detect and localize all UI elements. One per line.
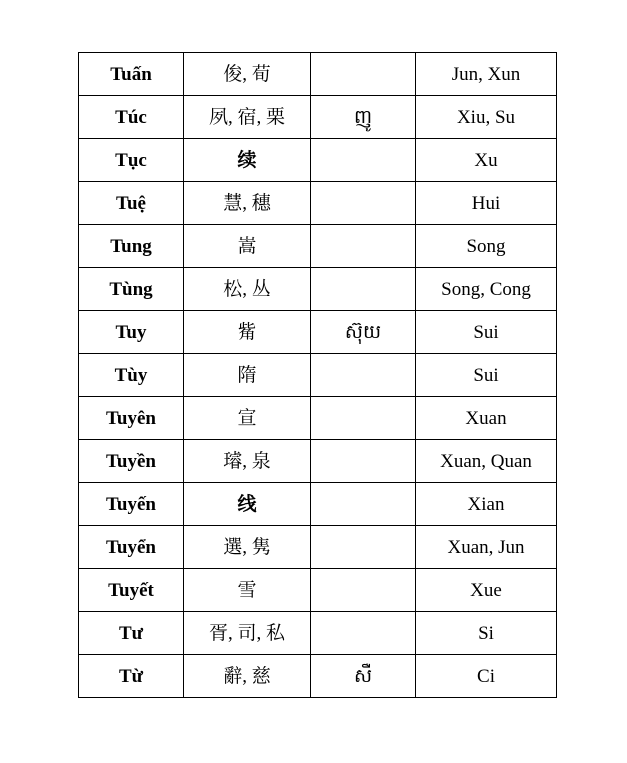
han-characters-cell: 慧, 穗 — [184, 182, 311, 225]
table-row — [79, 569, 557, 612]
surname-table — [78, 52, 557, 698]
pinyin-cell: Xuan, Quan — [416, 440, 557, 483]
han-characters-cell: 嵩 — [184, 225, 311, 268]
khmer-cell — [311, 569, 416, 612]
vietnamese-name-cell: Từ — [79, 655, 184, 698]
table-row — [79, 225, 557, 268]
table-row — [79, 53, 557, 96]
pinyin-cell: Jun, Xun — [416, 53, 557, 96]
pinyin-cell: Xue — [416, 569, 557, 612]
han-characters-cell: 璿, 泉 — [184, 440, 311, 483]
table-row — [79, 483, 557, 526]
han-characters-cell: 松, 丛 — [184, 268, 311, 311]
table-row — [79, 139, 557, 182]
pinyin-cell: Xuan — [416, 397, 557, 440]
khmer-cell — [311, 268, 416, 311]
vietnamese-name-cell: Tuấn — [79, 53, 184, 96]
pinyin-cell: Ci — [416, 655, 557, 698]
pinyin-cell: Hui — [416, 182, 557, 225]
vietnamese-name-cell: Tung — [79, 225, 184, 268]
table-row — [79, 311, 557, 354]
vietnamese-name-cell: Tuyển — [79, 526, 184, 569]
han-characters-cell: 续 — [184, 139, 311, 182]
vietnamese-name-cell: Tuyên — [79, 397, 184, 440]
table-row — [79, 397, 557, 440]
khmer-cell — [311, 182, 416, 225]
han-characters-cell: 线 — [184, 483, 311, 526]
khmer-cell — [311, 526, 416, 569]
pinyin-cell: Si — [416, 612, 557, 655]
pinyin-cell: Xiu, Su — [416, 96, 557, 139]
vietnamese-name-cell: Tuệ — [79, 182, 184, 225]
han-characters-cell: 隋 — [184, 354, 311, 397]
khmer-cell — [311, 440, 416, 483]
vietnamese-name-cell: Tư — [79, 612, 184, 655]
table-row — [79, 182, 557, 225]
pinyin-cell: Xuan, Jun — [416, 526, 557, 569]
table-row — [79, 440, 557, 483]
khmer-cell — [311, 354, 416, 397]
han-characters-cell: 選, 隽 — [184, 526, 311, 569]
pinyin-cell: Song — [416, 225, 557, 268]
khmer-cell — [311, 397, 416, 440]
pinyin-cell: Song, Cong — [416, 268, 557, 311]
table-row — [79, 268, 557, 311]
vietnamese-name-cell: Túc — [79, 96, 184, 139]
table-row — [79, 612, 557, 655]
table-row — [79, 526, 557, 569]
khmer-cell — [311, 53, 416, 96]
han-characters-cell: 胥, 司, 私 — [184, 612, 311, 655]
vietnamese-name-cell: Tuyết — [79, 569, 184, 612]
vietnamese-name-cell: Tuy — [79, 311, 184, 354]
table-row — [79, 354, 557, 397]
pinyin-cell: Xian — [416, 483, 557, 526]
khmer-cell — [311, 225, 416, 268]
pinyin-cell: Xu — [416, 139, 557, 182]
khmer-cell — [311, 483, 416, 526]
vietnamese-name-cell: Tuyền — [79, 440, 184, 483]
khmer-cell: ស៊ុយ — [311, 311, 416, 354]
khmer-cell — [311, 612, 416, 655]
han-characters-cell: 夙, 宿, 栗 — [184, 96, 311, 139]
han-characters-cell: 辭, 慈 — [184, 655, 311, 698]
table-row — [79, 655, 557, 698]
han-characters-cell: 俊, 荀 — [184, 53, 311, 96]
surname-table-body — [79, 53, 557, 698]
khmer-cell — [311, 139, 416, 182]
vietnamese-name-cell: Tục — [79, 139, 184, 182]
pinyin-cell: Sui — [416, 354, 557, 397]
pinyin-cell: Sui — [416, 311, 557, 354]
han-characters-cell: 觜 — [184, 311, 311, 354]
vietnamese-name-cell: Tùy — [79, 354, 184, 397]
table-row — [79, 96, 557, 139]
han-characters-cell: 雪 — [184, 569, 311, 612]
han-characters-cell: 宣 — [184, 397, 311, 440]
khmer-cell: ញូ — [311, 96, 416, 139]
vietnamese-name-cell: Tuyến — [79, 483, 184, 526]
vietnamese-name-cell: Tùng — [79, 268, 184, 311]
khmer-cell: សឺ — [311, 655, 416, 698]
